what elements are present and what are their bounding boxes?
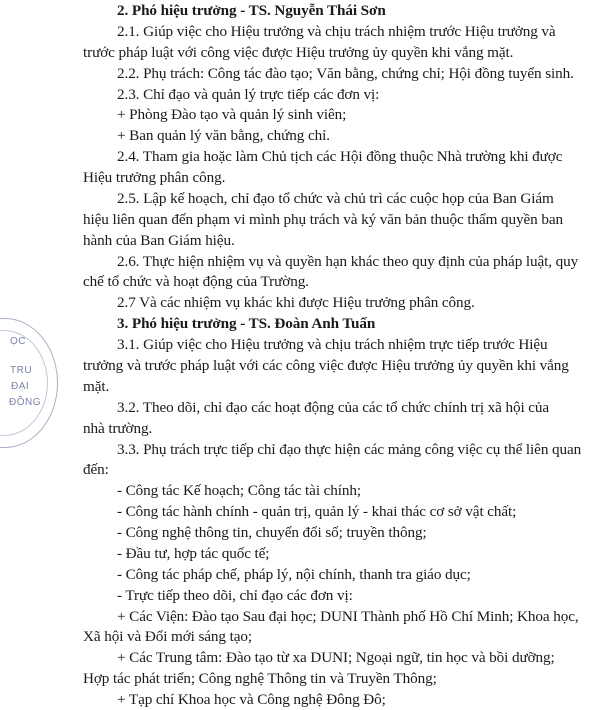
list-item: - Công tác pháp chế, pháp lý, nội chính, thanh tra giáo dục; bbox=[117, 565, 471, 583]
paragraph-line: 2.2. Phụ trách: Công tác đào tạo; Văn bằng, chứng chỉ; Hội đồng tuyển sinh. bbox=[117, 64, 574, 82]
list-item: - Đầu tư, hợp tác quốc tế; bbox=[117, 544, 270, 562]
paragraph-line: nhà trường. bbox=[83, 419, 153, 437]
paragraph-line: mặt. bbox=[83, 377, 110, 395]
stamp-text: ỌC bbox=[10, 336, 26, 347]
paragraph-line: hiệu liên quan đến phạm vi mình phụ trách và ký văn bản thuộc thẩm quyền ban bbox=[83, 210, 563, 228]
list-item: + Ban quản lý văn bằng, chứng chỉ. bbox=[117, 127, 330, 145]
section-2-heading: 2. Phó hiệu trưởng - TS. Nguyễn Thái Sơn bbox=[117, 2, 386, 19]
paragraph-line: 2.1. Giúp việc cho Hiệu trưởng và chịu trách nhiệm trước Hiệu trưởng và bbox=[117, 22, 556, 40]
stamp-text: TRU bbox=[10, 365, 33, 376]
list-item: + Tạp chí Khoa học và Công nghệ Đông Đô; bbox=[117, 691, 386, 708]
stamp-text: ĐỒNG bbox=[9, 397, 41, 408]
paragraph-line: hành của Ban Giám hiệu. bbox=[83, 231, 235, 249]
list-item: + Các Viện: Đào tạo Sau đại học; DUNI Thành phố Hồ Chí Minh; Khoa học, bbox=[117, 607, 579, 625]
list-item: - Công tác Kế hoạch; Công tác tài chính; bbox=[117, 482, 361, 500]
list-item: Hợp tác phát triển; Công nghệ Thông tin và Truyền Thông; bbox=[83, 670, 437, 688]
paragraph-line: 2.5. Lập kế hoạch, chỉ đạo tổ chức và chủ trì các cuộc họp của Ban Giám bbox=[117, 189, 554, 207]
paragraph-line: 2.3. Chỉ đạo và quản lý trực tiếp các đơn vị: bbox=[117, 85, 380, 103]
list-item: - Công nghệ thông tin, chuyển đổi số; truyền thông; bbox=[117, 524, 427, 541]
paragraph-line: trưởng và trước pháp luật với các công việc được Hiệu trưởng ủy quyền khi vắng bbox=[83, 356, 569, 374]
paragraph-line: 2.6. Thực hiện nhiệm vụ và quyền hạn khác theo quy định của pháp luật, quy bbox=[117, 252, 579, 270]
list-item: Xã hội và Đổi mới sáng tạo; bbox=[83, 628, 252, 646]
list-item: - Công tác hành chính - quản trị, quản lý - khai thác cơ sở vật chất; bbox=[117, 503, 517, 521]
paragraph-line: 3.1. Giúp việc cho Hiệu trưởng và chịu trách nhiệm trực tiếp trước Hiệu bbox=[117, 336, 548, 354]
paragraph-line: 2.7 Và các nhiệm vụ khác khi được Hiệu trưởng phân công. bbox=[117, 294, 475, 312]
paragraph-line: Hiệu trưởng phân công. bbox=[83, 169, 226, 186]
paragraph-line: trước pháp luật với công việc được Hiệu trưởng ủy quyền khi vắng mặt. bbox=[83, 43, 514, 61]
paragraph-line: chế tổ chức và hoạt động của Trường. bbox=[83, 273, 309, 291]
paragraph-line: 2.4. Tham gia hoặc làm Chủ tịch các Hội đồng thuộc Nhà trường khi được bbox=[117, 148, 563, 166]
list-item: + Các Trung tâm: Đào tạo từ xa DUNI; Ngoại ngữ, tin học và bồi dưỡng; bbox=[117, 649, 555, 667]
list-item: + Phòng Đào tạo và quản lý sinh viên; bbox=[117, 106, 347, 124]
list-item: - Trực tiếp theo dõi, chỉ đạo các đơn vị: bbox=[117, 586, 353, 604]
paragraph-line: 3.2. Theo dõi, chỉ đạo các hoạt động của các tổ chức chính trị xã hội của bbox=[117, 398, 550, 416]
paragraph-line: đến: bbox=[83, 461, 109, 479]
stamp-text: ĐẠI bbox=[11, 381, 30, 392]
section-3-heading: 3. Phó hiệu trưởng - TS. Đoàn Anh Tuấn bbox=[117, 315, 376, 333]
paragraph-line: 3.3. Phụ trách trực tiếp chỉ đạo thực hiện các mảng công việc cụ thể liên quan bbox=[117, 440, 582, 458]
